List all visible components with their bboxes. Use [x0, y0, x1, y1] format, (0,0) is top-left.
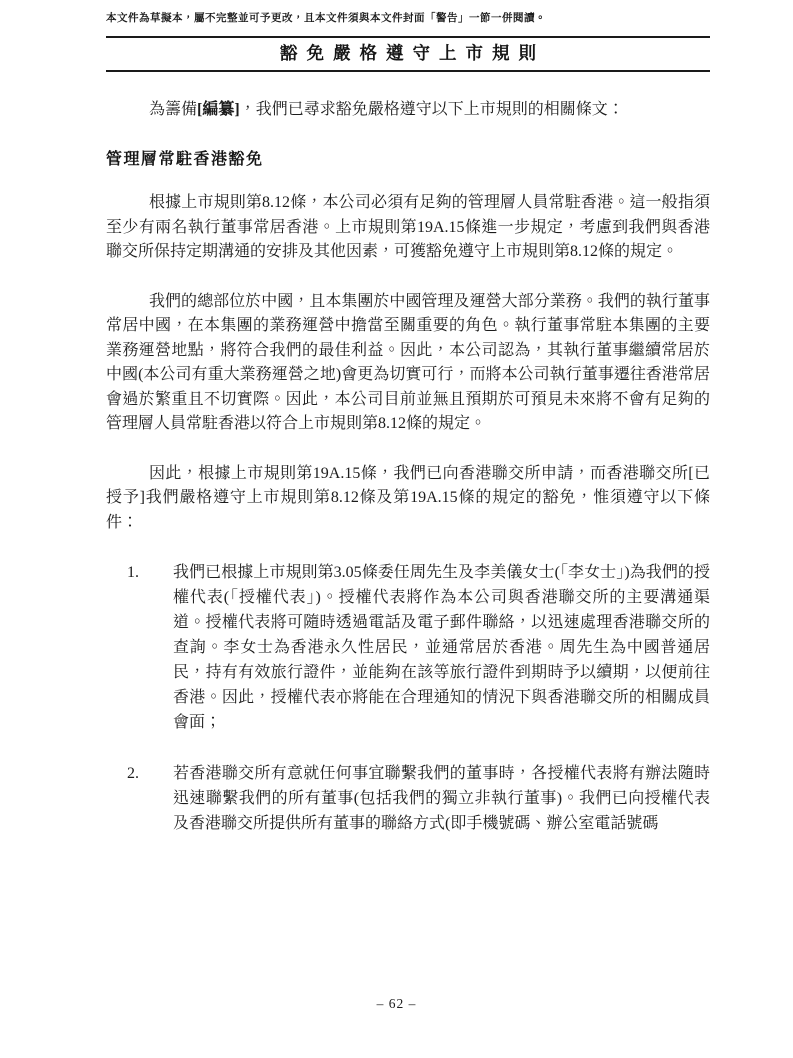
- paragraph-waiver-application: 因此，根據上市規則第19A.15條，我們已向香港聯交所申請，而香港聯交所[已授予]我們嚴格遵守上市規則第8.12條及第19A.15條的規定的豁免，惟須遵守以下條件：: [106, 464, 710, 531]
- condition-item-1: [106, 560, 710, 735]
- page-title: 豁免嚴格遵守上市規則: [280, 43, 545, 63]
- condition-item-2: [106, 761, 710, 836]
- waiver-conditions-list: [106, 560, 710, 836]
- condition-number: 2.: [127, 765, 139, 782]
- redacted-placeholder: [編纂]: [197, 101, 240, 118]
- section-heading: 管理層常駐香港豁免: [106, 150, 264, 168]
- intro-paragraph: [106, 98, 710, 123]
- paragraph-rule-812: 根據上市規則第8.12條，本公司必須有足夠的管理層人員常駐香港。這一般指須至少有兩名執行董事常居香港。上市規則第19A.15條進一步規定，考慮到我們與香港聯交所保持定期溝通的安排及其他因素，可獲豁免遵守上市規則第8.12條的規定。: [106, 194, 710, 260]
- condition-text: 我們已根據上市規則第3.05條委任周先生及李美儀女士(「李女士」)為我們的授權代表(「授權代表」)。授權代表將作為本公司與香港聯交所的主要溝通渠道。授權代表將可隨時透過電話及電子郵件聯絡，以迅速處理香港聯交所的查詢。李女士為香港永久性居民，並通常居於香港。周先生為中國普通居民，持有有效旅行證件，並能夠在該等旅行證件到期時予以續期，以便前往香港。因此，授權代表亦將能在合理通知的情況下與香港聯交所的相關成員會面；: [173, 564, 710, 731]
- document-content: [106, 0, 710, 862]
- condition-number: 1.: [127, 564, 139, 581]
- intro-text-prefix: 為籌備: [149, 101, 198, 118]
- condition-text: 若香港聯交所有意就任何事宜聯繫我們的董事時，各授權代表將有辦法隨時迅速聯繫我們的所有董事(包括我們的獨立非執行董事)。我們已向授權代表及香港聯交所提供所有董事的聯絡方式(即手機號碼、辦公室電話號碼: [173, 765, 710, 832]
- draft-disclaimer: 本文件為草擬本，屬不完整並可予更改，且本文件須與本文件封面「警告」一節一併閱讀。: [106, 13, 546, 24]
- page-number: – 62 –: [376, 996, 417, 1011]
- paragraph-headquarters: 我們的總部位於中國，且本集團於中國管理及運營大部分業務。我們的執行董事常居中國，在本集團的業務運營中擔當至關重要的角色。執行董事常駐本集團的主要業務運營地點，將符合我們的最佳利益。因此，本公司認為，其執行董事繼續常居於中國(本公司有重大業務運營之地)會更為切實可行，而將本公司執行董事遷往香港常居會過於繁重且不切實際。因此，本公司目前並無且預期於可預見未來將不會有足夠的管理層人員常駐香港以符合上市規則第8.12條的規定。: [106, 292, 710, 432]
- title-box: [106, 36, 710, 72]
- intro-text-suffix: ，我們已尋求豁免嚴格遵守以下上市規則的相關條文：: [239, 101, 624, 118]
